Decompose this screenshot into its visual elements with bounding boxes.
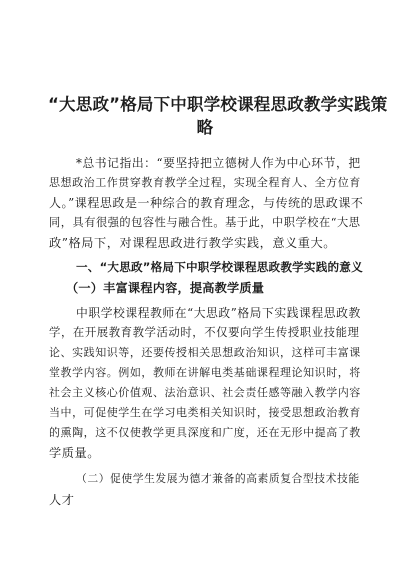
intro-line: 思想政治工作贯穿教育教学全过程，实现全程育人、全方位育: [49, 176, 361, 189]
document-title-line-1: “大思政”格局下中职学校课程思政教学实践策: [48, 95, 388, 114]
intro-line: 人。”课程思政是一种综合的教育理念，与传统的思政课不: [49, 196, 364, 210]
paragraph-line: 当中，可促使学生在学习电类相关知识时，接受思想政治教育: [49, 406, 361, 419]
paragraph-line: 的熏陶，这不仅使教学更具深度和广度，还在无形中提高了教: [49, 426, 361, 439]
intro-line: *总书记指出：“要坚持把立德树人作为中心环节，把: [76, 156, 361, 170]
section-1-heading: 一、“大思政”格局下中职学校课程思政教学实践的意义: [76, 260, 363, 274]
paragraph-line: 社会主义核心价值观、法治意识、社会责任感等融入教学内容: [49, 386, 361, 399]
subsection-1-heading: （一）丰富课程内容，提高教学质量: [66, 281, 265, 295]
paragraph-line: 堂教学内容。例如，教师在讲解电类基础课程理论知识时，将: [49, 366, 361, 379]
paragraph-line: 学质量。: [49, 446, 100, 460]
intro-line: 政”格局下，对课程思政进行教学实践，意义重大。: [49, 236, 337, 250]
paragraph-line: 中职学校课程教师在“大思政”格局下实践课程思政教: [76, 306, 361, 320]
document-title-line-2: 略: [196, 118, 214, 137]
subsection-2-heading-line-1: （二）促使学生发展为德才兼备的高素质复合型技术技能: [76, 472, 360, 485]
paragraph-line: 学，在开展教育教学活动时，不仅要向学生传授职业技能理: [49, 325, 360, 339]
paragraph-line: 论、实践知识等，还要传授相关思想政治知识，这样可丰富课: [49, 346, 361, 359]
subsection-2-heading-line-2: 人才: [49, 493, 75, 507]
intro-line: 同，具有很强的包容性与融合性。基于此，中职学校在“大思: [49, 216, 361, 229]
